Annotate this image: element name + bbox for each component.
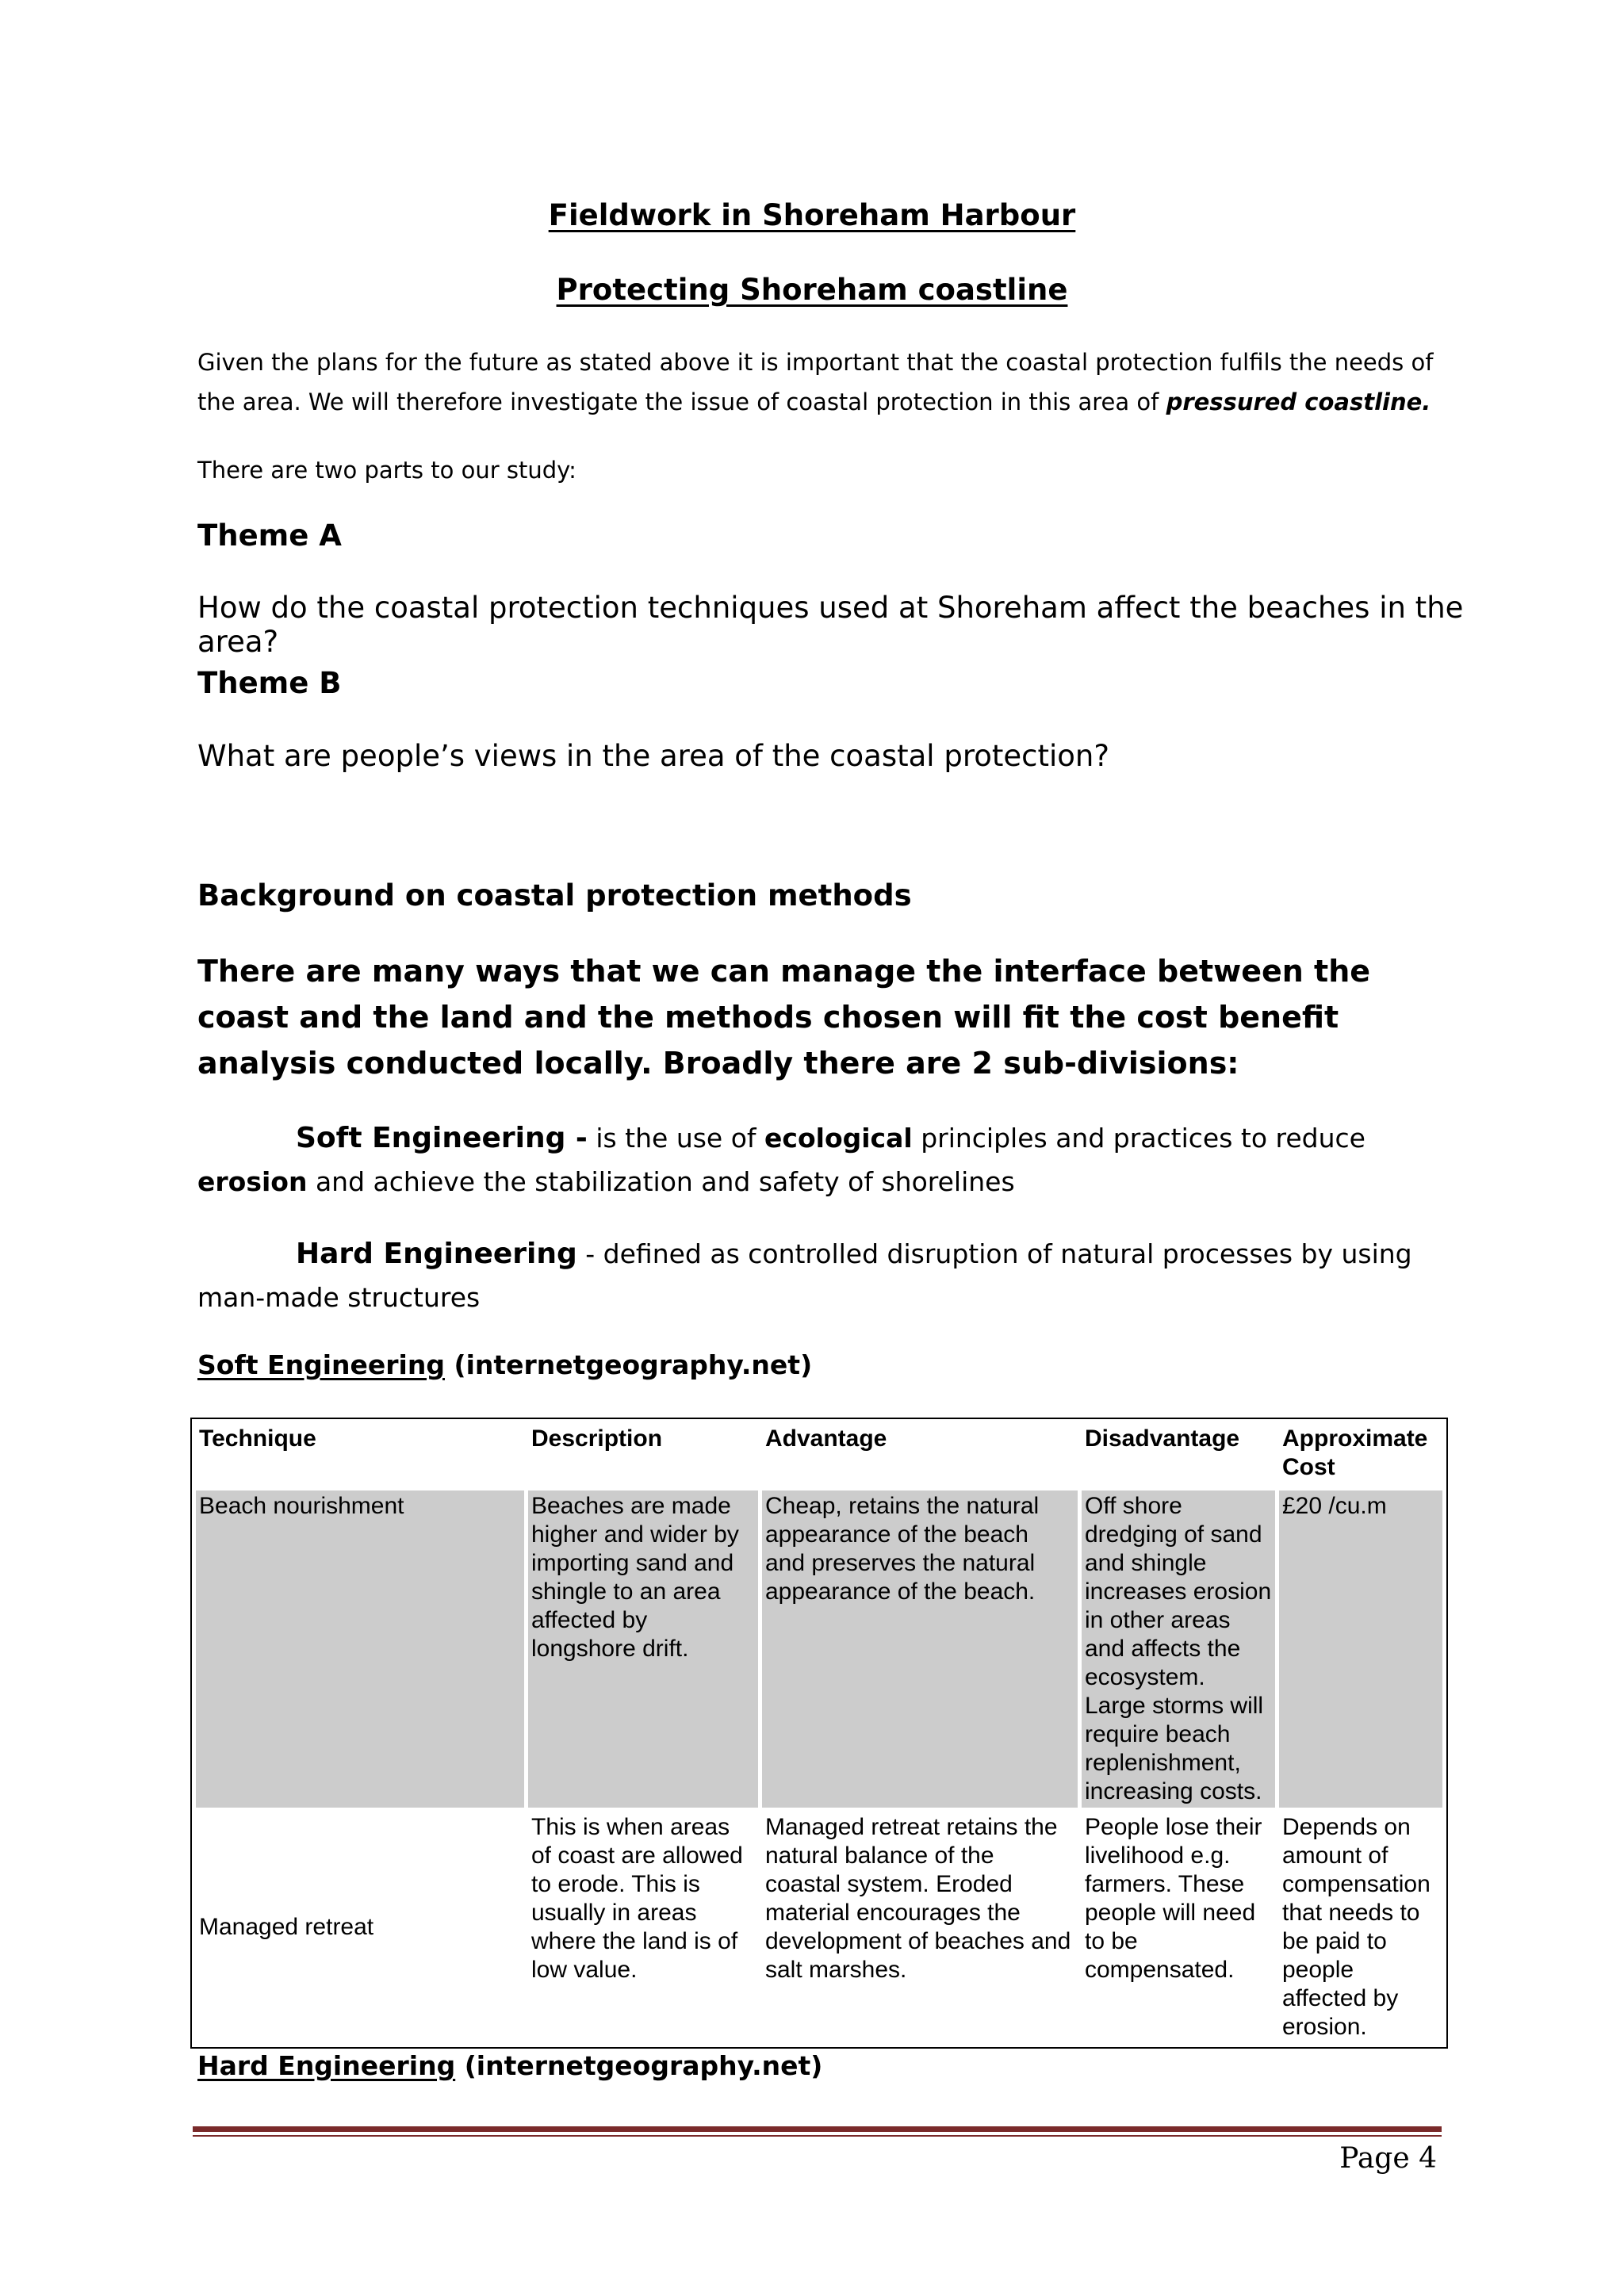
cell-disadvantage: Off shore dredging of sand and shingle increases erosion in other areas and affects the ecosystem. Large storms will require beach replenishment, increasing costs.: [1082, 1490, 1275, 1808]
cell-advantage: Cheap, retains the natural appearance of the beach and preserves the natural appearance of the beach.: [762, 1490, 1078, 1808]
cell-technique: Beach nourishment: [196, 1490, 524, 1808]
intro-text: Given the plans for the future as stated above it is important that the coastal protection fulfils the needs of the area. We will therefore investigate the issue of coastal protection in this area of: [197, 349, 1434, 415]
intro-emphasis: pressured coastline.: [1166, 388, 1431, 415]
cell-description: Beaches are made higher and wider by importing sand and shingle to an area affected by longshore drift.: [528, 1490, 758, 1808]
table-header-row: [196, 1423, 1442, 1487]
soft-engineering-table: [190, 1418, 1448, 2049]
cell-cost: Depends on amount of compensation that needs to be paid to people affected by erosion.: [1282, 1814, 1431, 2040]
theme-b-question: What are people’s views in the area of the coastal protection?: [197, 739, 1109, 773]
cell-advantage: Managed retreat retains the natural balance of the coastal system. Eroded material encourages the development of beaches and salt marshes.: [765, 1814, 1071, 1983]
background-paragraph: There are many ways that we can manage the interface between the coast and the land and the methods chosen will fit the cost benefit analysis conducted locally. Broadly there are 2 sub-divisions:: [197, 954, 1371, 1081]
hard-engineering-section-heading: Hard Engineering (internetgeography.net): [197, 2050, 823, 2081]
header-technique: Technique: [199, 1425, 316, 1452]
parts-line: There are two parts to our study:: [197, 457, 576, 484]
header-advantage: Advantage: [765, 1425, 887, 1452]
hard-engineering-term: Hard Engineering: [296, 1238, 577, 1270]
soft-engineering-section-heading: Soft Engineering (internetgeography.net): [197, 1349, 813, 1380]
soft-engineering-definition: Soft Engineering - is the use of ecological principles and practices to reduce erosion and achieve the stabilization and safety of shorelines: [197, 1122, 1365, 1197]
theme-a-heading: Theme A: [197, 519, 342, 553]
theme-a-question: How do the coastal protection techniques used at Shoreham affect the beaches in the area?: [197, 591, 1464, 659]
document-subtitle: Protecting Shoreham coastline: [556, 273, 1068, 307]
cell-description: This is when areas of coast are allowed to erode. This is usually in areas where the land is of low value.: [531, 1814, 743, 1983]
hard-engineering-definition: Hard Engineering - defined as controlled disruption of natural processes by using man-made structures: [197, 1238, 1412, 1313]
header-disadvantage: Disadvantage: [1085, 1425, 1240, 1452]
footer-rule-thin: [193, 2135, 1442, 2137]
soft-engineering-term: Soft Engineering -: [296, 1122, 588, 1154]
table-row: [196, 1812, 1442, 2043]
header-cost: Approximate Cost: [1282, 1425, 1428, 1480]
header-description: Description: [531, 1425, 663, 1452]
intro-paragraph: [197, 342, 1450, 422]
document-title: Fieldwork in Shoreham Harbour: [548, 198, 1076, 232]
cell-cost: £20 /cu.m: [1279, 1490, 1442, 1808]
cell-disadvantage: People lose their livelihood e.g. farmers. These people will need to be compensated.: [1085, 1814, 1262, 1983]
background-heading: Background on coastal protection methods: [197, 878, 912, 913]
theme-b-heading: Theme B: [197, 666, 342, 700]
table-row: [196, 1490, 1442, 1808]
cell-technique: Managed retreat: [199, 1914, 374, 1940]
footer-rule: [193, 2126, 1442, 2132]
page-number: Page 4: [1339, 2142, 1437, 2175]
